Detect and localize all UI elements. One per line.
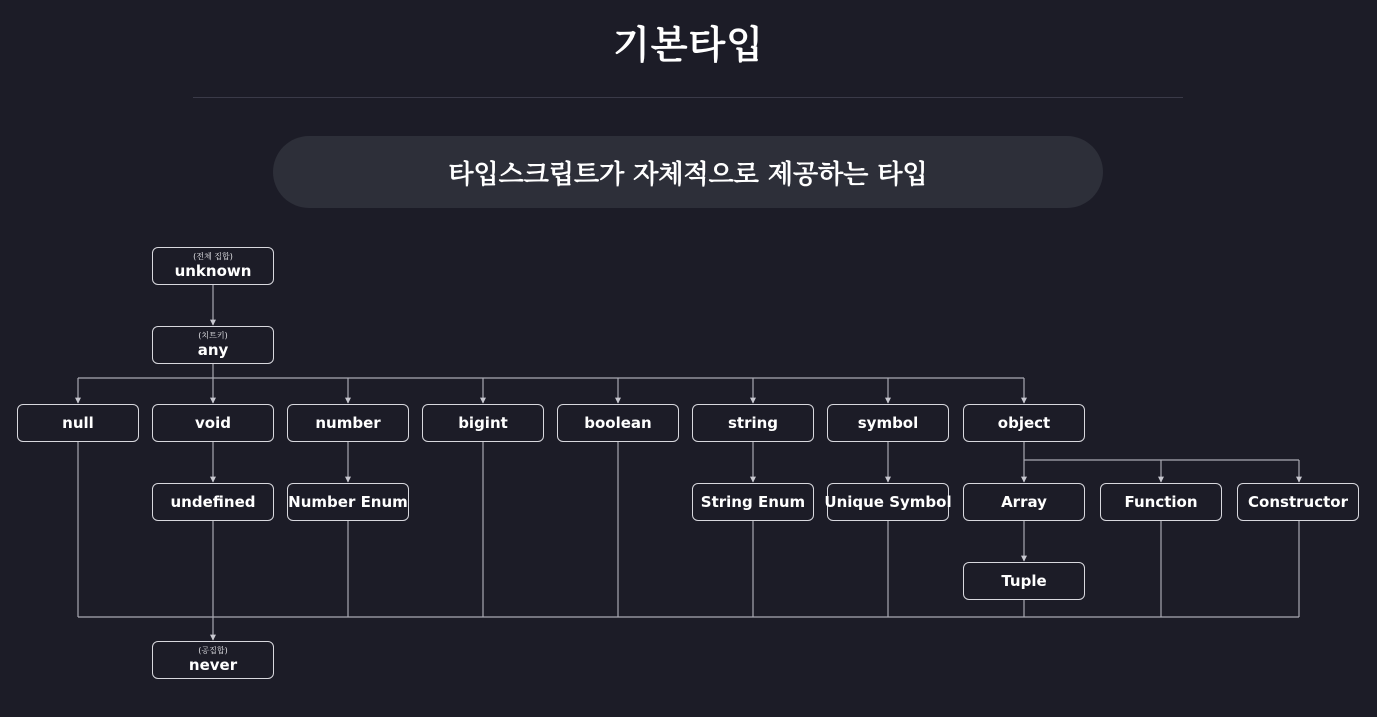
node-object-label: object <box>997 413 1051 432</box>
node-never <box>152 641 274 679</box>
node-undefined-label: undefined <box>170 492 256 511</box>
node-never-note: (공집합) <box>198 645 228 655</box>
node-constructor-label: Constructor <box>1248 492 1348 511</box>
node-number-enum <box>287 483 409 521</box>
node-any-note: (치트키) <box>198 330 228 340</box>
node-function-label: Function <box>1124 492 1198 511</box>
node-unknown-note: (전체 집합) <box>193 251 233 261</box>
node-unknown-label: unknown <box>174 261 252 280</box>
node-null <box>17 404 139 442</box>
node-tuple-label: Tuple <box>1001 571 1047 590</box>
node-string-enum-label: String Enum <box>700 492 806 511</box>
node-function <box>1100 483 1222 521</box>
node-object <box>963 404 1085 442</box>
node-number-enum-label: Number Enum <box>288 492 408 511</box>
node-array-label: Array <box>1001 492 1047 511</box>
node-null-label: null <box>62 413 94 432</box>
node-boolean <box>557 404 679 442</box>
node-string-label: string <box>727 413 779 432</box>
node-tuple <box>963 562 1085 600</box>
node-unique-symbol <box>824 483 952 521</box>
node-number <box>287 404 409 442</box>
node-constructor <box>1237 483 1359 521</box>
node-void-label: void <box>195 413 231 432</box>
page-title: 기본타입 <box>613 23 764 67</box>
node-string-enum <box>692 483 814 521</box>
node-any <box>152 326 274 364</box>
node-any-label: any <box>197 340 229 359</box>
node-bigint-label: bigint <box>458 413 508 432</box>
node-unknown <box>152 247 274 285</box>
subtitle-text: 타입스크립트가 자체적으로 제공하는 타입 <box>448 159 928 190</box>
node-unique-symbol-label: Unique Symbol <box>824 492 952 511</box>
node-number-label: number <box>315 413 381 432</box>
node-symbol <box>827 404 949 442</box>
node-undefined <box>152 483 274 521</box>
node-void <box>152 404 274 442</box>
node-bigint <box>422 404 544 442</box>
node-never-label: never <box>188 655 238 674</box>
node-array <box>963 483 1085 521</box>
node-symbol-label: symbol <box>857 413 919 432</box>
node-string <box>692 404 814 442</box>
node-boolean-label: boolean <box>584 413 652 432</box>
